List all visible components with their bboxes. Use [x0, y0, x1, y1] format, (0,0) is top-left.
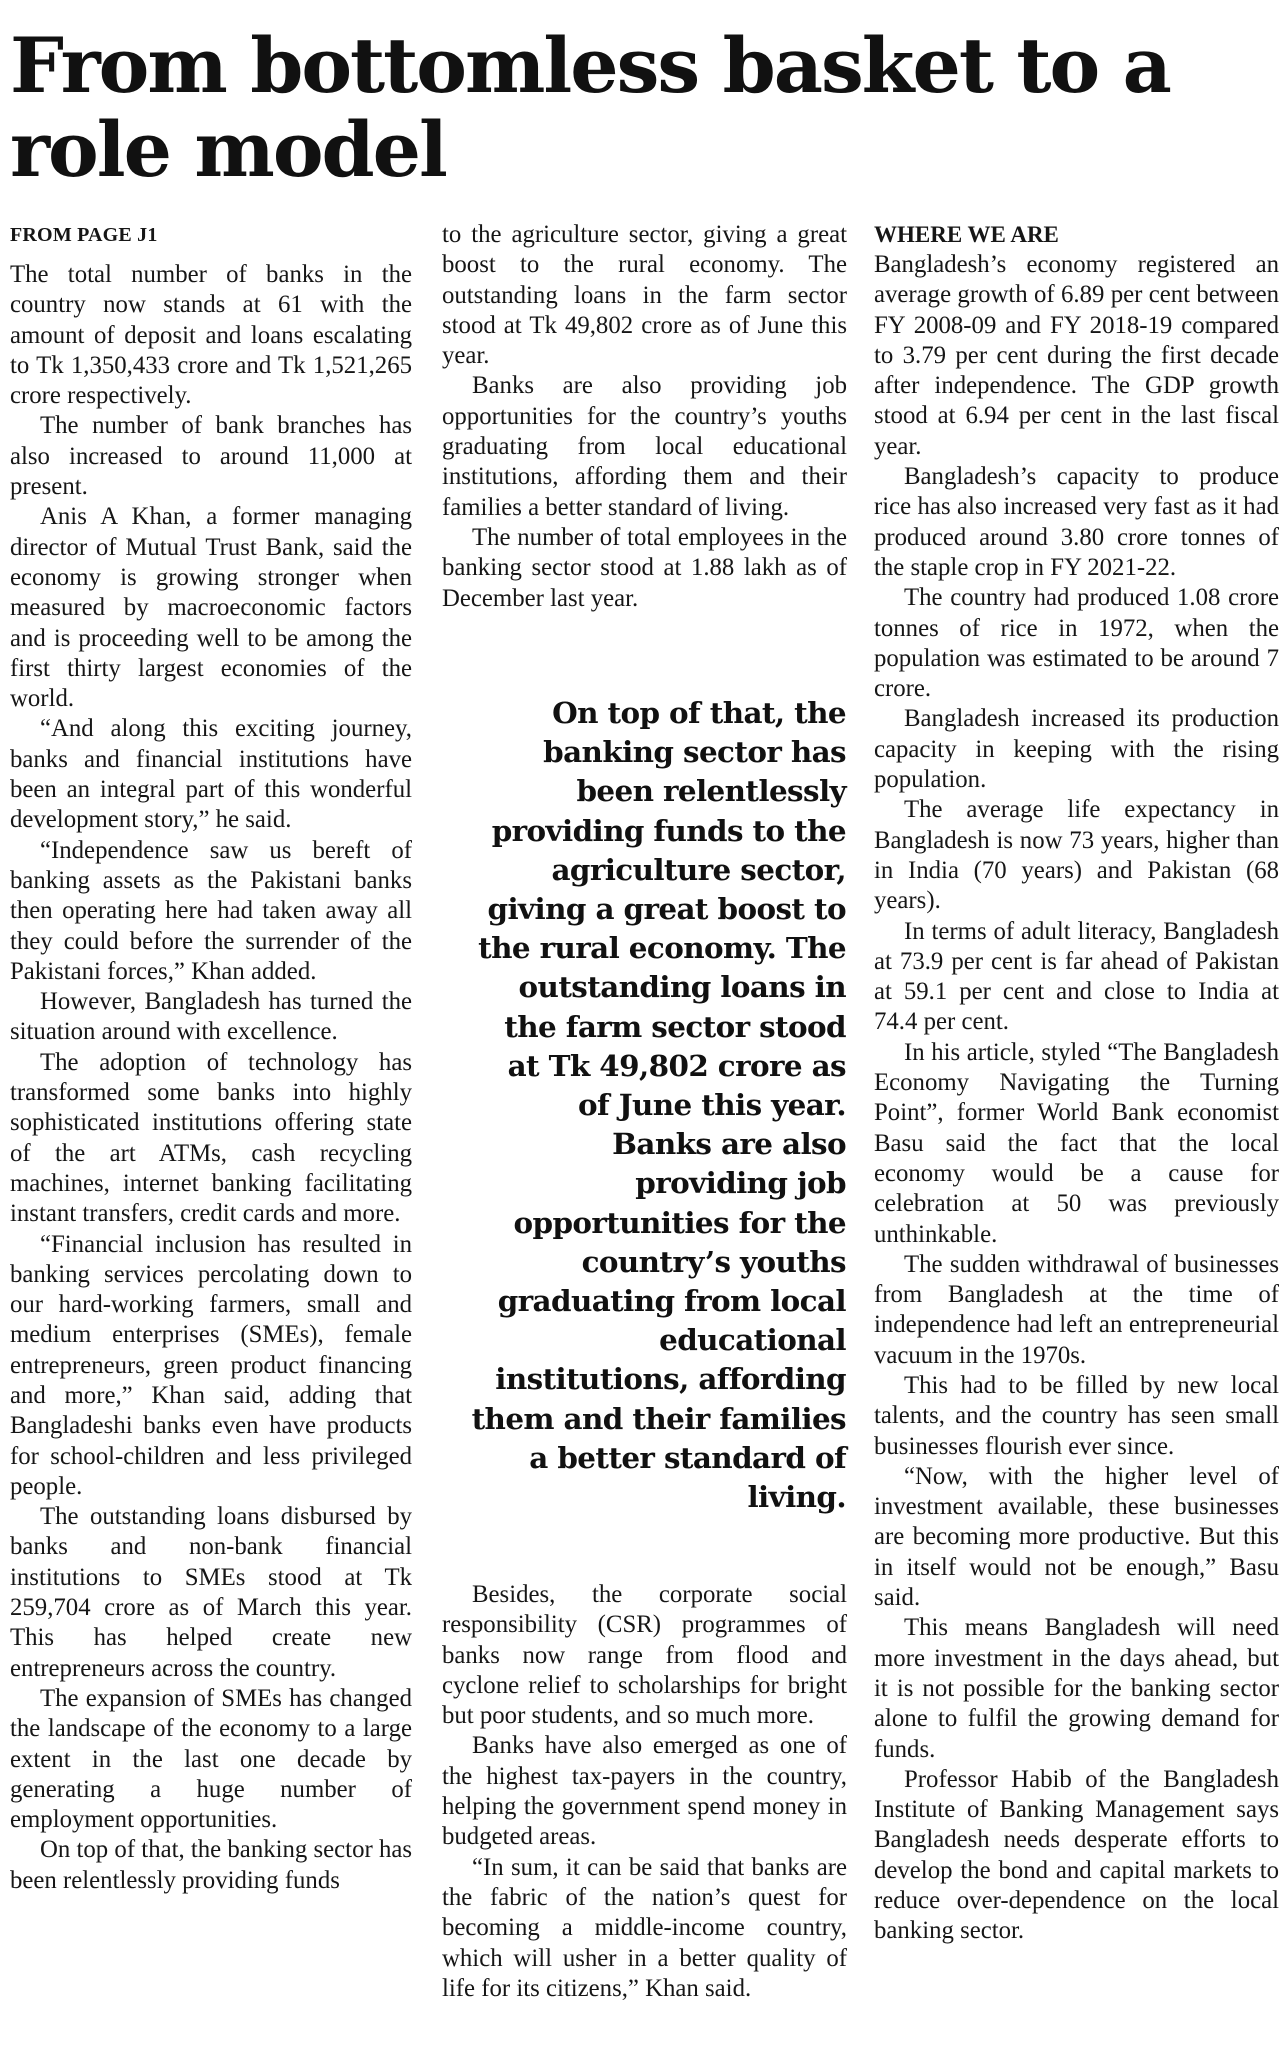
paragraph: Bangladesh increased its production capacity in keeping with the rising population. [874, 705, 1279, 794]
paragraph: “Financial inclusion has resulted in banking services percolating down to our hard-working farmers, small and medium enterprises (SMEs), female entrepreneurs, green product financing and more,” Khan said, adding that Bangladeshi banks even have products for school-children and less privileged people. [10, 1230, 412, 1500]
paragraph: to the agriculture sector, giving a great boost to the rural economy. The outstanding loans in the farm sector stood at Tk 49,802 crore as of June this year. [442, 221, 847, 370]
article-column-1 [10, 220, 412, 1896]
article-column-2-top [442, 220, 847, 614]
pull-quote: On top of that, the banking sector has been relentlessly providing funds to the agriculture sector, giving a great boost to the rural economy. The outstanding loans in the farm sector stood at Tk 49,802 crore as of June this year. Banks are also providing job opportunities for the country’s youths graduating from local educational institutions, affording them and their families a better standard of living. [471, 695, 846, 1515]
paragraph: This had to be filled by new local talents, and the country has seen small businesses flourish ever since. [874, 1371, 1279, 1460]
paragraph: The country had produced 1.08 crore tonnes of rice in 1972, when the population was estimated to be around 7 crore. [874, 584, 1279, 703]
paragraph: The sudden withdrawal of businesses from Bangladesh at the time of independence had left an entrepreneurial vacuum in the 1970s. [874, 1250, 1279, 1369]
paragraph: However, Bangladesh has turned the situation around with excellence. [10, 988, 412, 1046]
section-subhead: WHERE WE ARE [874, 222, 1059, 247]
article-column-2-bottom [442, 1580, 847, 2004]
paragraph: This means Bangladesh will need more investment in the days ahead, but it is not possible for the banking sector alone to fulfil the growing demand for funds. [874, 1614, 1279, 1763]
paragraph: The number of total employees in the banking sector stood at 1.88 lakh as of December last year. [442, 523, 847, 612]
paragraph: Bangladesh’s economy registered an average growth of 6.89 per cent between FY 2008-09 and FY 2018-19 compared to 3.79 per cent during the first decade after independence. The GDP growth stood at 6.94 per cent in the last fiscal year. [874, 251, 1279, 460]
kicker-from-page: FROM PAGE J1 [10, 224, 158, 246]
paragraph: “Now, with the higher level of investment available, these businesses are becoming more productive. But this in itself would not be enough,” Basu said. [874, 1462, 1279, 1612]
paragraph: The number of bank branches has also increased to around 11,000 at present. [10, 412, 412, 501]
paragraph: Anis A Khan, a former managing director of Mutual Trust Bank, said the economy is growing stronger when measured by macroeconomic factors and is proceeding well to be among the first thirty largest economies of the world. [10, 503, 412, 713]
paragraph: In terms of adult literacy, Bangladesh at 73.9 per cent is far ahead of Pakistan at 59.1 per cent and close to India at 74.4 per cent. [874, 917, 1279, 1036]
paragraph: Professor Habib of the Bangladesh Institute of Banking Management says Bangladesh needs desperate efforts to develop the bond and capital markets to reduce over-dependence on the local banking sector. [874, 1765, 1279, 1945]
paragraph: “In sum, it can be said that banks are the fabric of the nation’s quest for becoming a middle-income country, which will usher in a better quality of life for its citizens,” Khan said. [442, 1853, 847, 2002]
paragraph: Bangladesh’s capacity to produce rice has also increased very fast as it had produced around 3.80 crore tonnes of the staple crop in FY 2021-22. [874, 463, 1279, 581]
paragraph: “And along this exciting journey, banks and financial institutions have been an integral part of this wonderful development story,” he said. [10, 715, 412, 834]
paragraph: The expansion of SMEs has changed the landscape of the economy to a large extent in the last one decade by generating a huge number of employment opportunities. [10, 1684, 412, 1834]
paragraph: Banks are also providing job opportunities for the country’s youths graduating from local educational institutions, affording them and their families a better standard of living. [442, 372, 847, 521]
headline: From bottomless basket to a role model [10, 21, 1170, 194]
paragraph: Banks have also emerged as one of the highest tax-payers in the country, helping the government spend money in budgeted areas. [442, 1732, 847, 1851]
article-column-3 [874, 220, 1279, 1947]
paragraph: The outstanding loans disbursed by banks and non-bank financial institutions to SMEs stood at Tk 259,704 crore as of March this year. This has helped create new entrepreneurs across the country. [10, 1503, 412, 1682]
paragraph: Besides, the corporate social responsibility (CSR) programmes of banks now range from flood and cyclone relief to scholarships for bright but poor students, and so much more. [442, 1581, 847, 1730]
paragraph: In his article, styled “The Bangladesh Economy Navigating the Turning Point”, former World Bank economist Basu said the fact that the local economy would be a cause for celebration at 50 was previously unthinkable. [874, 1038, 1279, 1248]
paragraph: The average life expectancy in Bangladesh is now 73 years, higher than in India (70 years) and Pakistan (68 years). [874, 796, 1279, 915]
paragraph: The total number of banks in the country now stands at 61 with the amount of deposit and loans escalating to Tk 1,350,433 crore and Tk 1,521,265 crore respectively. [10, 261, 412, 410]
paragraph: The adoption of technology has transformed some banks into highly sophisticated institutions offering state of the art ATMs, cash recycling machines, internet banking facilitating instant transfers, credit cards and more. [10, 1048, 412, 1228]
paragraph: On top of that, the banking sector has been relentlessly providing funds [10, 1836, 412, 1894]
paragraph: “Independence saw us bereft of banking assets as the Pakistani banks then operating here had taken away all they could before the surrender of the Pakistani forces,” Khan added. [10, 836, 412, 985]
